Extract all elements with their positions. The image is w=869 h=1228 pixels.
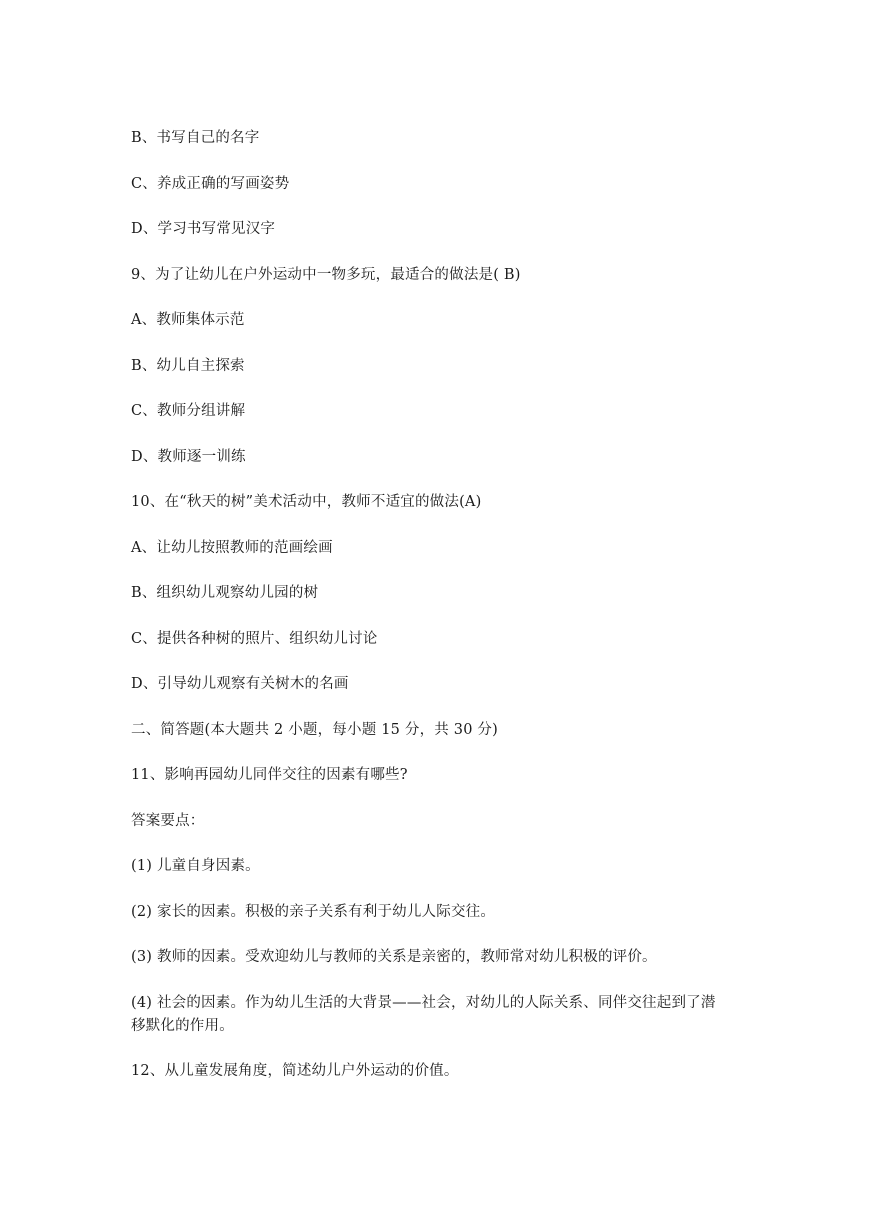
answer-point-4-continued: 移默化的作用。 — [131, 1018, 234, 1034]
option-10d: D、引导幼儿观察有关树木的名画 — [131, 676, 349, 692]
option-9c: C、教师分组讲解 — [131, 403, 246, 419]
option-10b: B、组织幼儿观察幼儿园的树 — [131, 585, 319, 601]
answer-point-4: (4) 社会的因素。作为幼儿生活的大背景——社会，对幼儿的人际关系、同伴交往起到了潜 — [131, 995, 716, 1011]
option-9b: B、幼儿自主探索 — [131, 358, 245, 374]
section-heading-short-answer: 二、简答题(本大题共 2 小题，每小题 15 分，共 30 分) — [131, 722, 498, 738]
option-8b: B、书写自己的名字 — [131, 130, 260, 146]
option-10a: A、让幼儿按照教师的范画绘画 — [131, 540, 333, 556]
answer-point-3: (3) 教师的因素。受欢迎幼儿与教师的关系是亲密的，教师常对幼儿积极的评价。 — [131, 949, 657, 965]
option-9d: D、教师逐一训练 — [131, 449, 246, 465]
answer-point-1: (1) 儿童自身因素。 — [131, 858, 260, 874]
question-10: 10、在“秋天的树”美术活动中，教师不适宜的做法(A) — [131, 494, 482, 510]
option-10c: C、提供各种树的照片、组织幼儿讨论 — [131, 631, 378, 647]
question-12: 12、从儿童发展角度，简述幼儿户外运动的价值。 — [131, 1063, 459, 1079]
option-8c: C、养成正确的写画姿势 — [131, 176, 290, 192]
option-8d: D、学习书写常见汉字 — [131, 221, 276, 237]
question-9: 9、为了让幼儿在户外运动中一物多玩，最适合的做法是( B) — [131, 267, 521, 283]
question-11: 11、影响再园幼儿同伴交往的因素有哪些? — [131, 767, 408, 783]
answer-point-2: (2) 家长的因素。积极的亲子关系有利于幼儿人际交往。 — [131, 904, 496, 920]
answer-label: 答案要点： — [131, 813, 205, 829]
option-9a: A、教师集体示范 — [131, 312, 245, 328]
